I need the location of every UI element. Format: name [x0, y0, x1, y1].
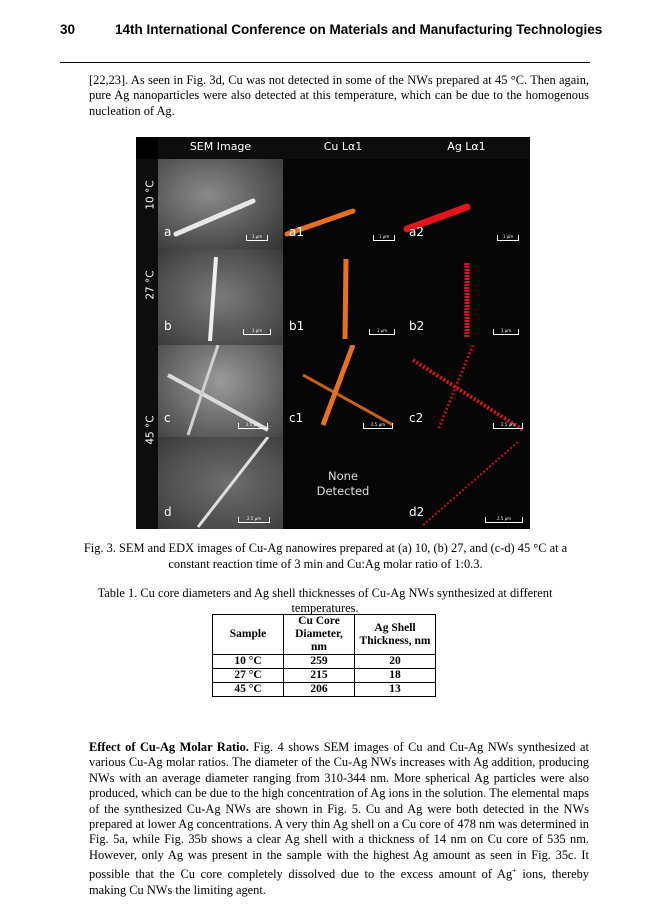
- none-detected-text: None Detected: [316, 469, 370, 498]
- table-header-row: [213, 615, 436, 655]
- page-header: [60, 22, 603, 44]
- scale-bar: 2.5 μm: [363, 423, 393, 429]
- panel-label: b2: [409, 319, 425, 333]
- conference-title: 14th International Conference on Materials and Manufacturing Technologies: [115, 22, 603, 37]
- figure-caption: Fig. 3. SEM and EDX images of Cu-Ag nanowires prepared at (a) 10, (b) 27, and (c-d) 45 °C at a constant reaction time of 3 min and Cu:Ag molar ratio of 1:0.3.: [83, 541, 568, 571]
- row-label-10c: 10 °C: [144, 180, 157, 210]
- row-sample: 27 °C: [213, 669, 284, 683]
- column-header-ag: Ag Lα1: [447, 140, 486, 153]
- row-cu-core: 215: [284, 669, 355, 683]
- row-ag-shell: 18: [355, 669, 436, 683]
- section-body-part-1: Fig. 4 shows SEM images of Cu and Cu-Ag NWs synthesized at various Cu-Ag molar ratios. The diameter of the Cu-Ag NWs increases with Ag addition, producing NWs with an average diameter ranging from 310-344 nm. More spherical Ag particles were also produced, which can be due to the high concentration of Ag ions in the solution. The elemental maps of the synthesized Cu-Ag NWs are shown in Fig. 5. Cu and Ag were both detected in the NWs prepared at lower Ag concentrations. A very thin Ag shell on a Cu core of 478 nm was determined in Fig. 5a, while Fig. 35b shows a clear Ag shell with a thickness of 14 nm on Cu core of 535 nm. However, only Ag was present in the sample with the highest Ag amount as seen in Fig. 35c. It possible that the Cu core completely dissolved due to the excess amount of Ag: [89, 740, 589, 882]
- panel-d-sem: [158, 437, 283, 529]
- header-sample: Sample: [213, 615, 284, 655]
- row-label-45c: 45 °C: [144, 415, 157, 445]
- scale-bar: 2.5 μm: [238, 423, 268, 429]
- panel-b1-cu-map: [283, 249, 403, 345]
- panel-label: c2: [409, 411, 424, 425]
- figure-row-header-bar: [136, 159, 158, 529]
- scale-bar: 1 μm: [369, 329, 395, 335]
- data-table: [212, 614, 436, 697]
- scale-bar: 2.5 μm: [493, 423, 523, 429]
- page-number: 30: [60, 22, 76, 37]
- panel-label: b1: [289, 319, 305, 333]
- table-row: [213, 669, 436, 683]
- scale-bar: 1 μm: [246, 235, 268, 241]
- row-label-27c: 27 °C: [144, 270, 157, 300]
- panel-a-sem: [158, 159, 283, 249]
- panel-label: a: [164, 225, 172, 239]
- scale-bar: 1 μm: [243, 329, 271, 335]
- panel-label: d: [164, 505, 172, 519]
- panel-c2-ag-map: [403, 345, 530, 437]
- figure-3: [136, 137, 530, 529]
- scale-bar: 1 μm: [493, 329, 519, 335]
- header-rule: [60, 62, 590, 63]
- panel-label: b: [164, 319, 172, 333]
- panel-label: c: [164, 411, 171, 425]
- section-paragraph: [89, 740, 589, 898]
- scale-bar: 2.5 μm: [238, 517, 270, 523]
- panel-a1-cu-map: [283, 159, 403, 249]
- header-ag-shell: Ag Shell Thickness, nm: [355, 615, 436, 655]
- panel-a2-ag-map: [403, 159, 530, 249]
- panel-c-sem: [158, 345, 283, 437]
- panel-d1-cu-map: [283, 437, 403, 529]
- table-caption: Table 1. Cu core diameters and Ag shell thicknesses of Cu-Ag NWs synthesized at different temperatures.: [97, 586, 553, 615]
- panel-b2-ag-map: [403, 249, 530, 345]
- section-body-part-2: ions, thereby making Cu NWs the limiting agent.: [89, 867, 589, 897]
- panel-label: a2: [409, 225, 424, 239]
- column-header-sem: SEM Image: [189, 140, 252, 153]
- scale-bar: 1 μm: [373, 235, 395, 241]
- row-ag-shell: 13: [355, 683, 436, 697]
- panel-label: a1: [289, 225, 304, 239]
- row-sample: 45 °C: [213, 683, 284, 697]
- table-row: [213, 655, 436, 669]
- column-header-cu: Cu Lα1: [323, 140, 363, 153]
- row-ag-shell: 20: [355, 655, 436, 669]
- scale-bar: 2.5 μm: [485, 517, 523, 523]
- row-sample: 10 °C: [213, 655, 284, 669]
- panel-label: d2: [409, 505, 425, 519]
- row-cu-core: 206: [284, 683, 355, 697]
- section-heading: Effect of Cu-Ag Molar Ratio.: [89, 740, 249, 754]
- scale-bar: 1 μm: [497, 235, 519, 241]
- panel-label: c1: [289, 411, 304, 425]
- header-cu-core: Cu Core Diameter, nm: [284, 615, 355, 655]
- panel-c1-cu-map: [283, 345, 403, 437]
- intro-paragraph: [22,23]. As seen in Fig. 3d, Cu was not detected in some of the NWs prepared at 45 °C. Then again, pure Ag nanoparticles were also detected at this temperature, which can be due to the homogenous nucleation of Ag.: [89, 73, 589, 118]
- figure-column-header-bar: [158, 137, 530, 159]
- row-cu-core: 259: [284, 655, 355, 669]
- panel-b-sem: [158, 249, 283, 345]
- table-row: [213, 683, 436, 697]
- superscript-plus: +: [512, 866, 517, 876]
- panel-d2-ag-map: [403, 437, 530, 529]
